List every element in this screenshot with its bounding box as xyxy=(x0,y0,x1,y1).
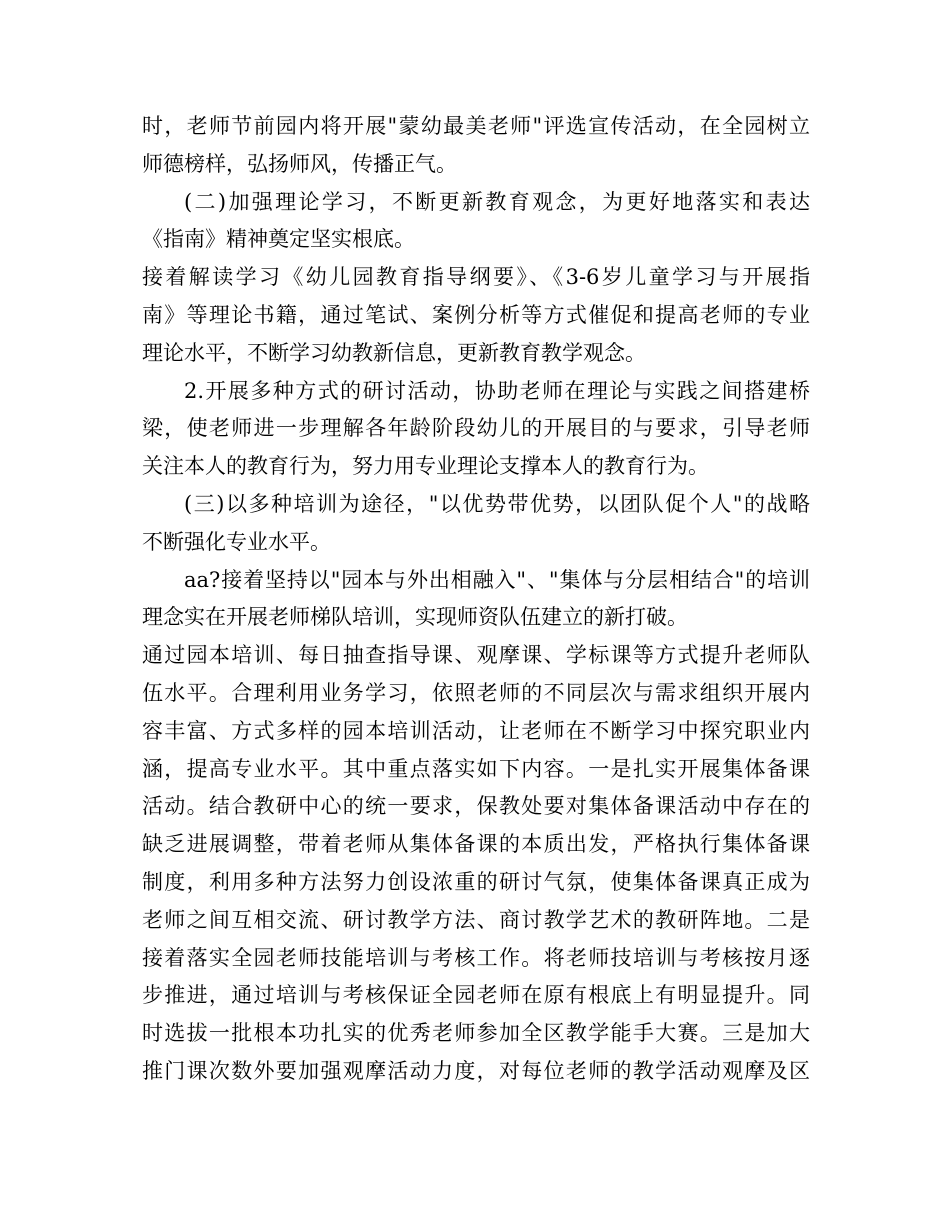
text-line: aa?接着坚持以"园本与外出相融入"、"集体与分层相结合"的培训 xyxy=(184,567,810,592)
text-line: 南》等理论书籍，通过笔试、案例分析等方式催促和提高老师的专业 xyxy=(142,302,810,327)
text-line: 步推进，通过培训与考核保证全园老师在原有根底上有明显提升。同 xyxy=(142,983,810,1008)
text-line: 涵，提高专业水平。其中重点落实如下内容。一是扎实开展集体备课 xyxy=(142,756,810,781)
section-heading-line: (三)以多种培训为途径，"以优势带优势，以团队促个人"的战略 xyxy=(184,491,810,516)
text-line: 容丰富、方式多样的园本培训活动，让老师在不断学习中探究职业内 xyxy=(142,718,810,743)
text-line: 梁，使老师进一步理解各年龄阶段幼儿的开展目的与要求，引导老师 xyxy=(142,416,810,441)
document-body xyxy=(142,108,810,1091)
section-heading-line: 不断强化专业水平。 xyxy=(142,529,331,554)
text-line: 制度，利用多种方法努力创设浓重的研讨气氛，使集体备课真正成为 xyxy=(142,869,810,894)
text-line: 2.开展多种方式的研讨活动，协助老师在理论与实践之间搭建桥 xyxy=(184,378,810,403)
text-line: 通过园本培训、每日抽查指导课、观摩课、学标课等方式提升老师队 xyxy=(142,643,810,668)
text-line: 时选拔一批根本功扎实的优秀老师参加全区教学能手大赛。三是加大 xyxy=(142,1021,810,1046)
text-line: 推门课次数外要加强观摩活动力度，对每位老师的教学活动观摩及区 xyxy=(142,1058,810,1083)
text-line: 活动。结合教研中心的统一要求，保教处要对集体备课活动中存在的 xyxy=(142,794,810,819)
text-line: 接着解读学习《幼儿园教育指导纲要》、《3-6岁儿童学习与开展指 xyxy=(142,265,810,290)
text-line: 老师之间互相交流、研讨教学方法、商讨教学艺术的教研阵地。二是 xyxy=(142,907,810,932)
section-heading-line: (二)加强理论学习，不断更新教育观念，为更好地落实和表达 xyxy=(184,189,810,214)
text-line: 缺乏进展调整，带着老师从集体备课的本质出发，严格执行集体备课 xyxy=(142,832,810,857)
text-line: 时，老师节前园内将开展"蒙幼最美老师"评选宣传活动，在全园树立 xyxy=(142,114,810,138)
section-heading-line: 《指南》精神奠定坚实根底。 xyxy=(142,227,415,252)
text-line: 接着落实全园老师技能培训与考核工作。将老师技培训与考核按月逐 xyxy=(142,945,810,970)
text-line: 伍水平。合理利用业务学习，依照老师的不同层次与需求组织开展内 xyxy=(142,680,810,705)
text-line: 关注本人的教育行为，努力用专业理论支撑本人的教育行为。 xyxy=(142,454,709,479)
text-line: 理念实在开展老师梯队培训，实现师资队伍建立的新打破。 xyxy=(142,605,688,630)
text-line: 理论水平，不断学习幼教新信息，更新教育教学观念。 xyxy=(142,340,646,365)
text-line: 师德榜样，弘扬师风，传播正气。 xyxy=(142,151,457,176)
